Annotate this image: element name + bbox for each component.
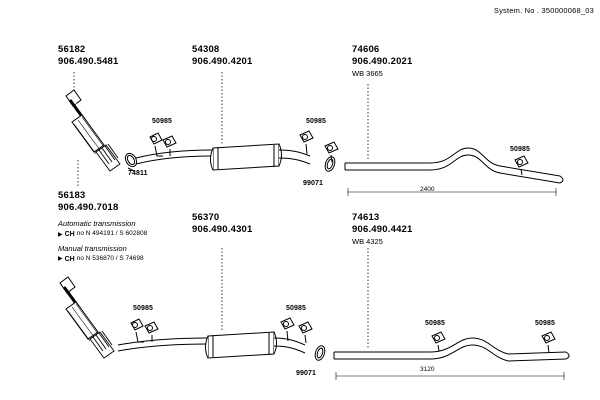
triangle-right-icon: ▶ bbox=[58, 256, 63, 263]
middle-muffler-bottom bbox=[118, 332, 327, 362]
system-number-label: System. No . bbox=[493, 6, 540, 15]
part-number: 906.490.2021 bbox=[352, 55, 413, 67]
part-code: 74613 bbox=[352, 212, 380, 223]
callout-text: 99071 bbox=[296, 370, 316, 377]
dimension-text: 2400 bbox=[420, 186, 435, 193]
callout-text: 50985 bbox=[306, 118, 326, 125]
dimension-text: 3120 bbox=[420, 366, 435, 373]
triangle-right-icon: ▶ bbox=[58, 231, 63, 238]
manual-transmission-header: Manual transmission bbox=[58, 243, 127, 253]
part-number: 906.490.7018 bbox=[58, 201, 119, 213]
manual-transmission-value: no N 536870 / S 74698 bbox=[76, 255, 144, 263]
part-number: 906.490.5481 bbox=[58, 55, 119, 67]
system-number-value: 350000068_03 bbox=[541, 6, 594, 15]
automatic-transmission-value: no N 494191 / S 602808 bbox=[76, 230, 148, 238]
callout-text: 50985 bbox=[286, 305, 306, 312]
part-code: 56370 bbox=[192, 212, 220, 223]
part-wheelbase: WB 4325 bbox=[352, 236, 383, 246]
part-number: 906.490.4421 bbox=[352, 223, 413, 235]
rear-pipe-bottom bbox=[334, 332, 569, 380]
front-pipe-top bbox=[66, 90, 139, 171]
callout-text: 50985 bbox=[535, 320, 555, 327]
part-number: 906.490.4301 bbox=[192, 223, 253, 235]
part-code: 56183 bbox=[58, 190, 86, 201]
callout-text: 50985 bbox=[425, 320, 445, 327]
part-code: 56182 bbox=[58, 44, 86, 55]
callout-text: 74811 bbox=[128, 170, 148, 177]
ch-prefix: CH bbox=[64, 255, 75, 263]
automatic-transmission-header: Automatic transmission bbox=[58, 219, 136, 228]
rear-pipe-top bbox=[345, 148, 563, 196]
part-code: 54308 bbox=[192, 44, 220, 55]
front-pipe-bottom bbox=[60, 277, 114, 358]
ch-prefix: CH bbox=[64, 231, 75, 239]
part-code: 74606 bbox=[352, 44, 380, 55]
callout-text: 50985 bbox=[133, 305, 153, 312]
callout-text: 50985 bbox=[510, 146, 530, 153]
callout-text: 50985 bbox=[152, 118, 172, 125]
part-wheelbase: WB 3665 bbox=[352, 68, 383, 78]
part-number: 906.490.4201 bbox=[192, 55, 253, 67]
callout-text: 99071 bbox=[303, 180, 323, 187]
